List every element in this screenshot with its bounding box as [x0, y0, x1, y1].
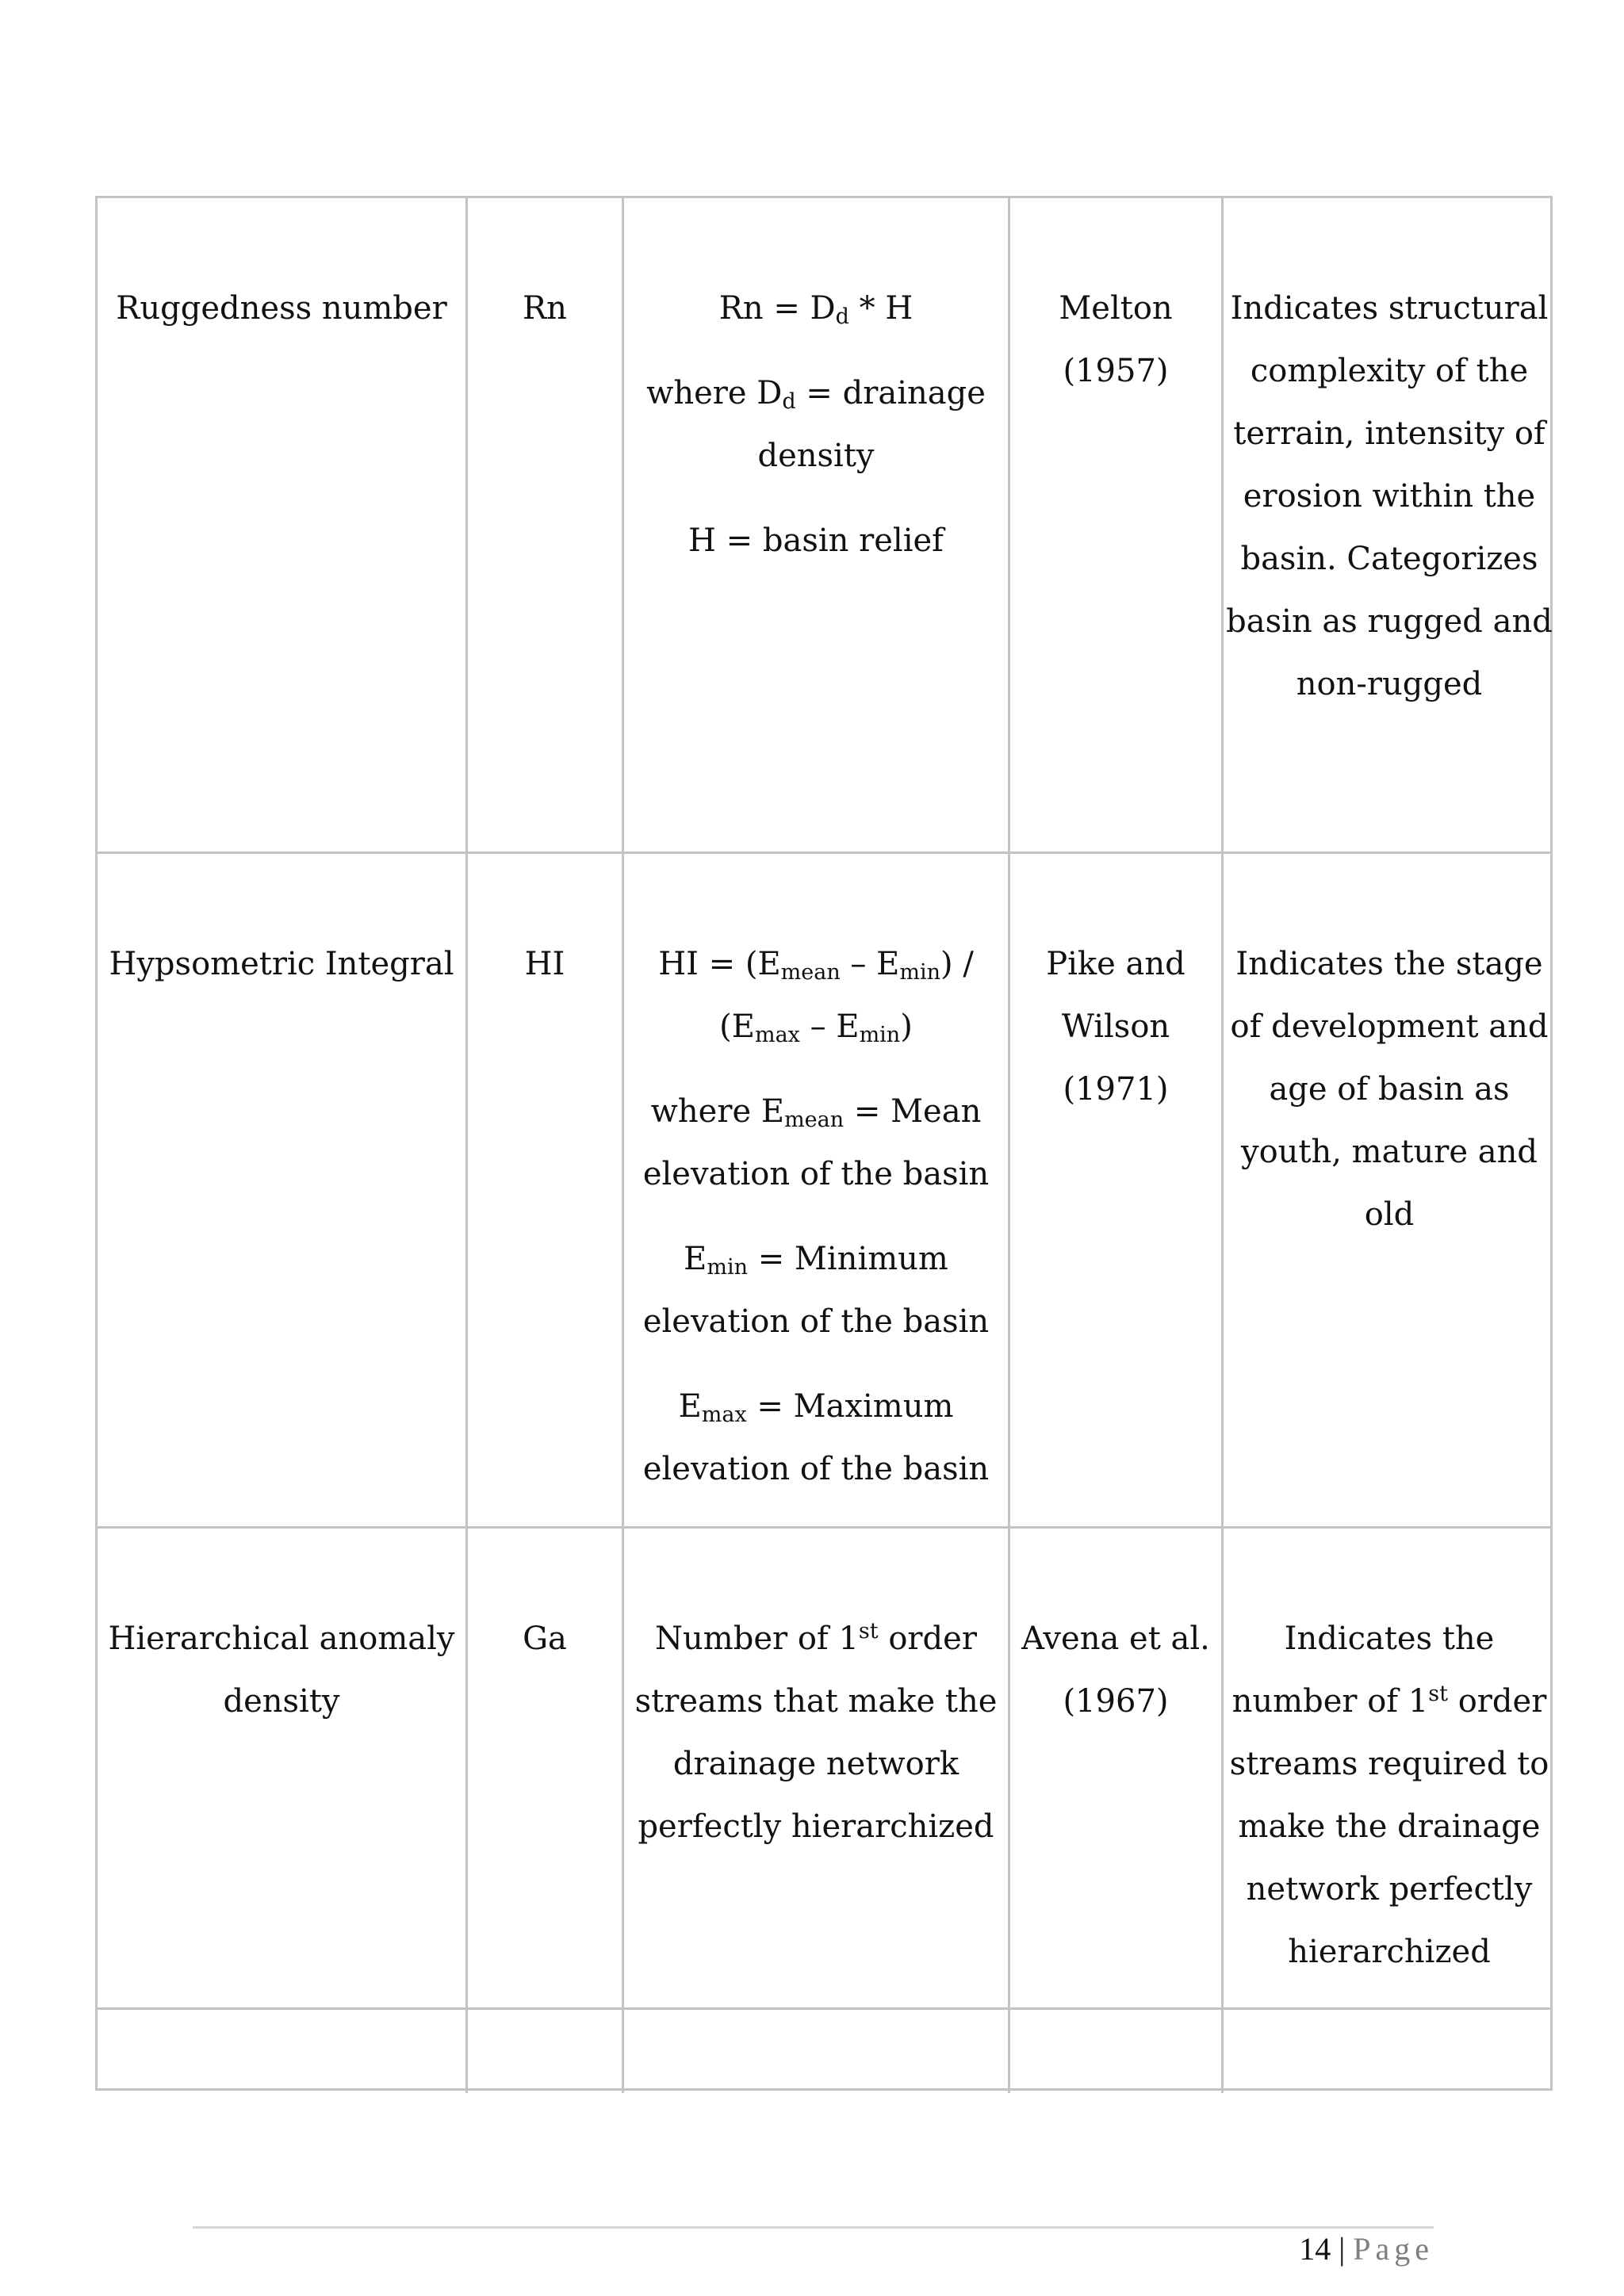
table-row	[98, 854, 1550, 1529]
parameter-cell	[98, 854, 468, 1526]
page-footer	[1299, 2229, 1434, 2269]
table-row	[98, 1529, 1550, 2010]
footer-divider	[193, 2226, 1434, 2229]
symbol: Ga	[523, 1621, 567, 1657]
formula-equation: $Rn = D_d * H$	[718, 290, 914, 329]
empty-cell	[98, 2010, 468, 2093]
parameters-table	[95, 196, 1553, 2091]
reference-cell: Avena et al. (1967)	[1010, 1529, 1224, 2007]
parameter-name: Hypsometric Integral	[109, 946, 454, 982]
formula-definition: $E_{max}$ = Maximum elevation of the basin	[642, 1388, 990, 1487]
symbol: HI	[524, 946, 565, 982]
parameter-cell	[98, 198, 468, 851]
footer-separator: |	[1331, 2231, 1354, 2267]
page-word: Page	[1353, 2231, 1434, 2267]
reference-cell: Melton (1957)	[1010, 198, 1224, 851]
empty-cell	[1010, 2010, 1224, 2093]
formula-definition: $E_{min}$ = Minimum elevation of the basin	[642, 1241, 990, 1340]
formula-where: where $D_d$ = drainage density	[646, 375, 986, 474]
reference-cell: Pike and Wilson (1971)	[1010, 854, 1224, 1526]
description-cell: Indicates the stage of development and age of basin as youth, mature and old	[1230, 946, 1549, 1233]
symbol-cell	[468, 854, 624, 1526]
page-number: 14	[1299, 2231, 1331, 2267]
parameter-name: Ruggedness number	[116, 290, 447, 327]
parameter-cell: Hierarchical anomaly density	[98, 1529, 468, 2007]
formula-cell: Number of 1st order streams that make the drainage network perfectly hierarchized	[624, 1529, 1010, 2007]
symbol-cell	[468, 1529, 624, 2007]
formula-where: where $E_{mean}$ = Mean elevation of the basin	[642, 1093, 990, 1192]
formula-cell	[624, 854, 1010, 1526]
formula-cell	[624, 198, 1010, 851]
description-cell: Indicates the number of 1st order streams required to make the drainage network perfectly hierarchized	[1229, 1621, 1549, 1970]
symbol: Rn	[523, 290, 567, 327]
symbol-cell	[468, 198, 624, 851]
table-row	[98, 2010, 1550, 2093]
empty-cell	[1224, 2010, 1555, 2093]
description-cell: Indicates structural complexity of the terrain, intensity of erosion within the basin. Categorizes basin as rugged and non-rugged	[1226, 290, 1553, 702]
empty-cell	[624, 2010, 1010, 2093]
table-row	[98, 198, 1553, 854]
formula-definition: H = basin relief	[688, 522, 944, 559]
formula-equation: HI = $(E_{mean} - E_{min})$ / $(E_{max} - E_{min})$	[658, 946, 974, 1047]
empty-cell	[468, 2010, 624, 2093]
